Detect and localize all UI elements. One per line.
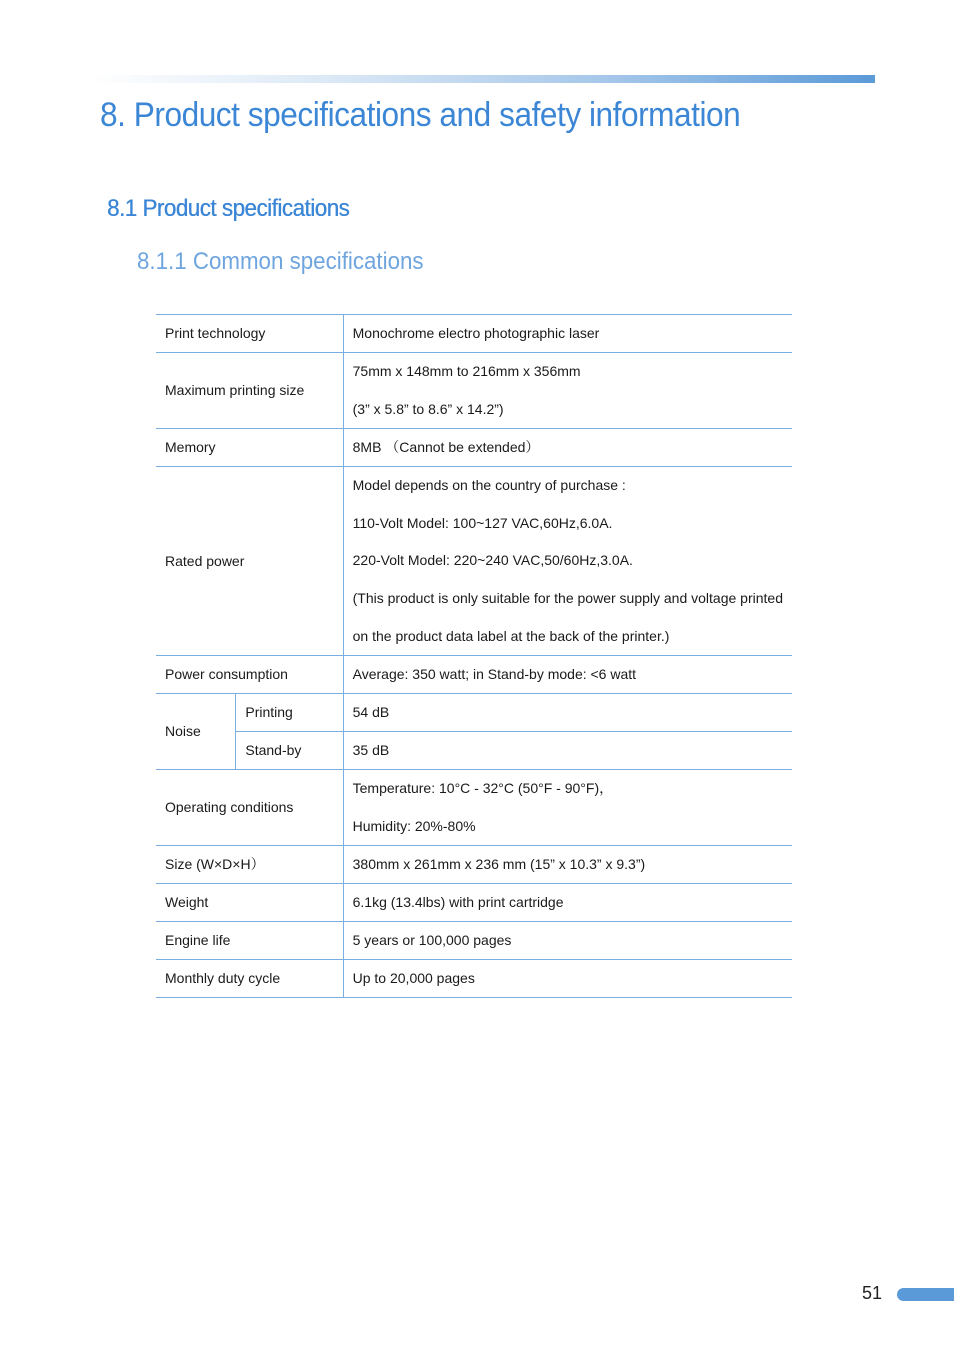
spec-table — [156, 314, 792, 998]
spec-value-line: 75mm x 148mm to 216mm x 356mm — [352, 363, 581, 379]
section-title: 8.1 Product specifications — [107, 195, 350, 222]
table-row — [156, 884, 792, 922]
spec-label: Rated power — [156, 467, 343, 656]
spec-value: 54 dB — [343, 694, 792, 732]
spec-value: 380mm x 261mm x 236 mm (15” x 10.3” x 9.3”) — [343, 846, 792, 884]
spec-label: Size (W×D×H） — [156, 846, 343, 884]
spec-sublabel: Printing — [236, 694, 343, 732]
subsection-title: 8.1.1 Common specifications — [137, 248, 424, 275]
spec-value-line: Model depends on the country of purchase : — [352, 477, 626, 494]
table-row — [156, 315, 792, 353]
spec-value: 6.1kg (13.4lbs) with print cartridge — [343, 884, 792, 922]
table-row — [156, 353, 792, 429]
spec-label: Operating conditions — [156, 770, 343, 846]
spec-value — [343, 467, 792, 656]
spec-label: Monthly duty cycle — [156, 960, 343, 998]
spec-value: Monochrome electro photographic laser — [343, 315, 792, 353]
spec-value-line: (3” x 5.8” to 8.6” x 14.2”) — [352, 400, 504, 417]
spec-value-line: on the product data label at the back of the printer.) — [352, 627, 670, 644]
spec-label: Noise — [156, 694, 236, 770]
spec-value: 5 years or 100,000 pages — [343, 922, 792, 960]
spec-value-line: 110-Volt Model: 100~127 VAC,60Hz,6.0A. — [352, 514, 613, 531]
spec-label: Print technology — [156, 315, 343, 353]
table-row — [156, 429, 792, 467]
header-gradient-rule — [90, 75, 875, 83]
table-row — [156, 656, 792, 694]
spec-sublabel: Stand-by — [236, 732, 343, 770]
table-row — [156, 922, 792, 960]
spec-value: 35 dB — [343, 732, 792, 770]
spec-value: 8MB （Cannot be extended） — [343, 429, 792, 467]
table-row — [156, 732, 792, 770]
spec-value-line: (This product is only suitable for the power supply and voltage printed — [352, 589, 783, 606]
page-tab-marker — [897, 1288, 954, 1301]
spec-value: Up to 20,000 pages — [343, 960, 792, 998]
spec-label: Weight — [156, 884, 343, 922]
spec-value-line: Humidity: 20%-80% — [352, 817, 476, 834]
spec-value — [343, 353, 792, 429]
spec-value-line: 220-Volt Model: 220~240 VAC,50/60Hz,3.0A. — [352, 552, 633, 569]
table-row — [156, 960, 792, 998]
spec-value: Average: 350 watt; in Stand-by mode: <6 watt — [343, 656, 792, 694]
table-row — [156, 846, 792, 884]
spec-value — [343, 770, 792, 846]
chapter-title: 8. Product specifications and safety information — [100, 96, 741, 134]
spec-label: Power consumption — [156, 656, 343, 694]
spec-label: Engine life — [156, 922, 343, 960]
table-row — [156, 467, 792, 656]
table-row — [156, 770, 792, 846]
table-row — [156, 694, 792, 732]
spec-label: Maximum printing size — [156, 353, 343, 429]
spec-value-line: Temperature: 10°C - 32°C (50°F - 90°F)， — [352, 780, 614, 797]
spec-label: Memory — [156, 429, 343, 467]
page-number: 51 — [862, 1283, 883, 1303]
